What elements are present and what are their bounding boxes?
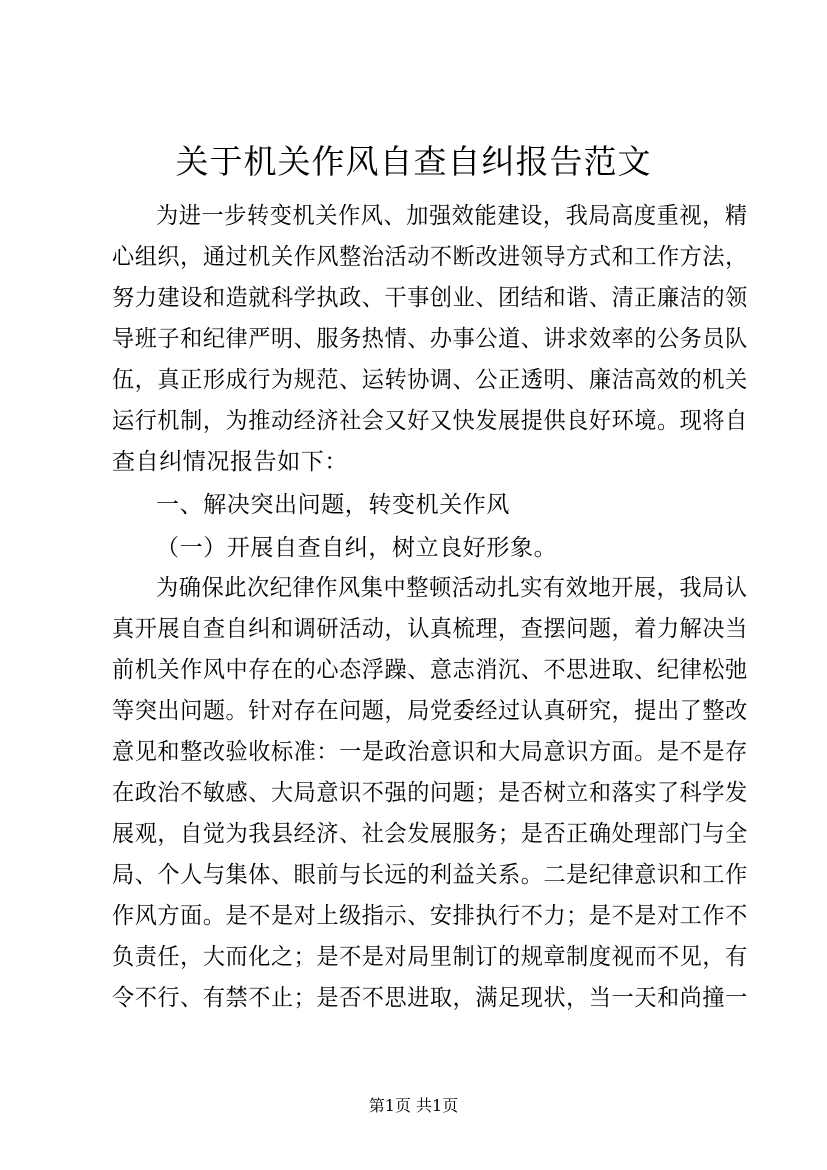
paragraph-line: 心组织，通过机关作风整治活动不断改进领导方式和工作方法， (112, 244, 748, 270)
paragraph-line: 真开展自查自纠和调研活动，认真梳理，查摆问题，着力解决当 (112, 616, 748, 642)
paragraph-line: 伍，真正形成行为规范、运转协调、公正透明、廉洁高效的机关 (112, 367, 748, 393)
document-title: 关于机关作风自查自纠报告范文 (175, 142, 652, 181)
paragraph-line: 查自纠情况报告如下： (112, 449, 348, 475)
paragraph-line: 局、个人与集体、眼前与长远的利益关系。二是纪律意识和工作 (112, 862, 748, 888)
paragraph-line: 负责任，大而化之；是不是对局里制订的规章制度视而不见，有 (112, 944, 748, 970)
paragraph-line: 努力建设和造就科学执政、干事创业、团结和谐、清正廉洁的领 (112, 285, 748, 311)
paragraph-line: 意见和整改验收标准：一是政治意识和大局意识方面。是不是存 (112, 739, 748, 765)
paragraph-line: 运行机制，为推动经济社会又好又快发展提供良好环境。现将自 (112, 408, 748, 434)
paragraph-line: 令不行、有禁不止；是否不思进取，满足现状，当一天和尚撞一 (112, 985, 748, 1011)
paragraph-line: 前机关作风中存在的心态浮躁、意志消沉、不思进取、纪律松弛 (112, 657, 748, 683)
paragraph-line: 为进一步转变机关作风、加强效能建设，我局高度重视，精 (156, 203, 748, 229)
paragraph-line: 作风方面。是不是对上级指示、安排执行不力；是不是对工作不 (112, 903, 748, 929)
page-number-footer: 第1页 共1页 (368, 1096, 459, 1115)
paragraph-line: 为确保此次纪律作风集中整顿活动扎实有效地开展，我局认 (156, 575, 748, 601)
section-heading: 一、解决突出问题，转变机关作风 (156, 492, 510, 518)
paragraph-line: 导班子和纪律严明、服务热情、办事公道、讲求效率的公务员队 (112, 326, 748, 352)
paragraph-line: 等突出问题。针对存在问题，局党委经过认真研究，提出了整改 (112, 698, 748, 724)
subsection-heading: （一）开展自查自纠，树立良好形象。 (156, 535, 558, 561)
paragraph-line: 在政治不敏感、大局意识不强的问题；是否树立和落实了科学发 (112, 780, 748, 806)
paragraph-line: 展观，自觉为我县经济、社会发展服务；是否正确处理部门与全 (112, 821, 748, 847)
